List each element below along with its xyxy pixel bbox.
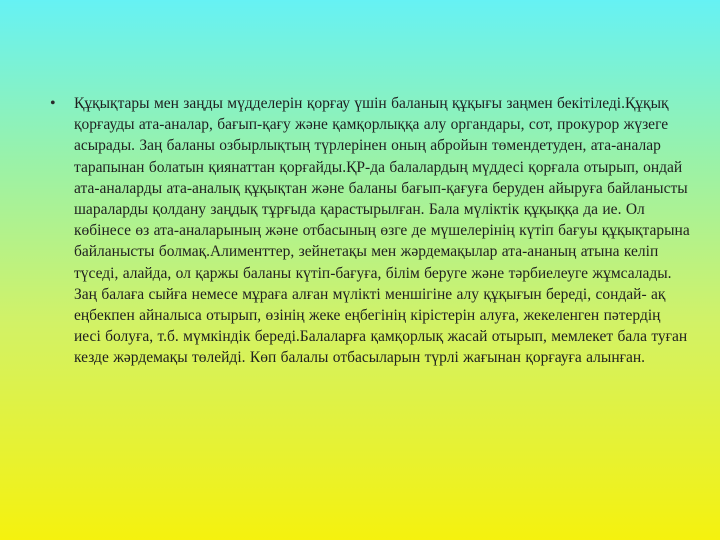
bullet-paragraph: Құқықтары мен заңды мүдделерін қорғау үшін баланың құқығы заңмен бекітіледі.Құқық қорғауды ата-аналар, бағып-қағу және қамқорлыққа алу органдары, сот, прокурор жүзеге асырады. Заң баланы озбырлықтың түрлерінен оның абройын төмендетуден, ата-аналар тарапынан болатын қиянаттан қорғайды.ҚР-да балалардың мүддесі қорғала отырып, ондай ата-аналарды ата-аналық құқықтан және баланы бағып-қағуға беруден айыруға байланысты шараларды қолдану заңдық тұрғыда қарастырылған. Бала мүліктік құқыққа да ие. Ол көбінесе өз ата-аналарының және отбасының өзге де мүшелерінің күтіп бағуы құқықтарына байланысты болмақ.Алименттер, зейнетақы мен жәрдемақылар ата-ананың атына келіп түседі, алайда, ол қаржы баланы күтіп-бағуға, білім беруге және тәрбиелеуге жұмсалады. Заң балаға сыйға немесе мұраға алған мүлікті меншігіне алу құқығын береді, сондай- ақ еңбекпен айналыса отырып, өзінің жеке еңбегінің кірістерін алуға, жекеленген пәтердің иесі болуға, т.б. мүмкіндік береді.Балаларға қамқорлық жасай отырып, мемлекет бала туған кезде жәрдемақы төлейді. Көп балалы отбасыларын түрлі жағынан қорғауға алынған. (74, 95, 690, 367)
bullet-item (50, 93, 690, 369)
bullet-dot-icon: • (50, 95, 56, 112)
